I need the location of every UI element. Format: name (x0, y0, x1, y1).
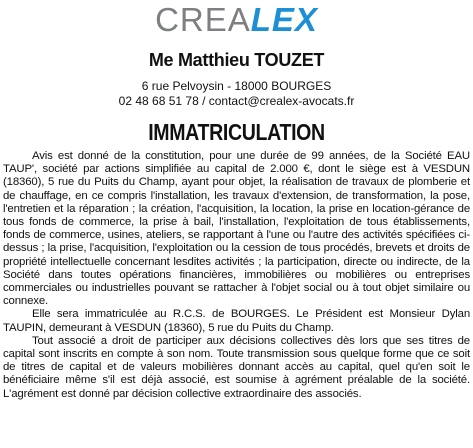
crealex-logo (0, 2, 473, 38)
paragraph-constitution: Avis est donné de la constitution, pour une durée de 99 années, de la Société EAU TAUP', société par actions simplifiée au capital de 2.000 €, dont le siège est à VESDUN (18360), 5 rue du Puits du Champ, ayant pour objet, la réalisation de travaux de plomberie et de chauffage, en ce compris l'installation, les travaux d'extension, de transformation, la pose, l'entretien et la réparation ; la création, l'acquisition, la location, la prise en location-gérance de tous fonds de commerce, la prise à bail, l'installation, l'exploitation de tous établissements, fonds de commerce, usines, ateliers, se rapportant à l'une ou l'autre des activités spécifiées ci-dessus ; la prise, l'acquisition, l'exploitation ou la cession de tous procédés, brevets et droits de propriété intellectuelle concernant lesdites activités ; la participation, directe ou indirecte, de la Société dans toutes opérations financières, immobilières ou mobilières ou entreprises commerciales ou industrielles pouvant se rattacher à l'objet social ou à tout objet similaire ou connexe. (3, 150, 470, 308)
logo-text-crea: CREA (155, 1, 251, 38)
lawyer-name: Me Matthieu TOUZET (148, 50, 325, 70)
notice-body (3, 150, 470, 401)
notice-title: IMMATRICULATION (148, 119, 325, 145)
paragraph-registration: Elle sera immatriculée au R.C.S. de BOURGES. Le Président est Monsieur Dylan TAUPIN, demeurant à VESDUN (18360), 5 rue du Puits du Champ. (3, 308, 470, 334)
contact-line: 02 48 68 51 78 / contact@crealex-avocats.fr (118, 94, 355, 108)
postal-address: 6 rue Pelvoysin - 18000 BOURGES (141, 79, 332, 93)
logo-text-lex: LEX (250, 1, 318, 38)
paragraph-shareholders: Tout associé a droit de participer aux décisions collectives dès lors que ses titres de capital sont inscrits en compte à son nom. Toute transmission sous quelque forme que ce soit de titres de capital et de valeurs mobilières donnant accès au capital, quel qu'en soit le bénéficiaire même s'il est déjà associé, est soumise à agrément préalable de la société. L'agrément est donné par décision collective extraordinaire des associés. (3, 334, 470, 400)
